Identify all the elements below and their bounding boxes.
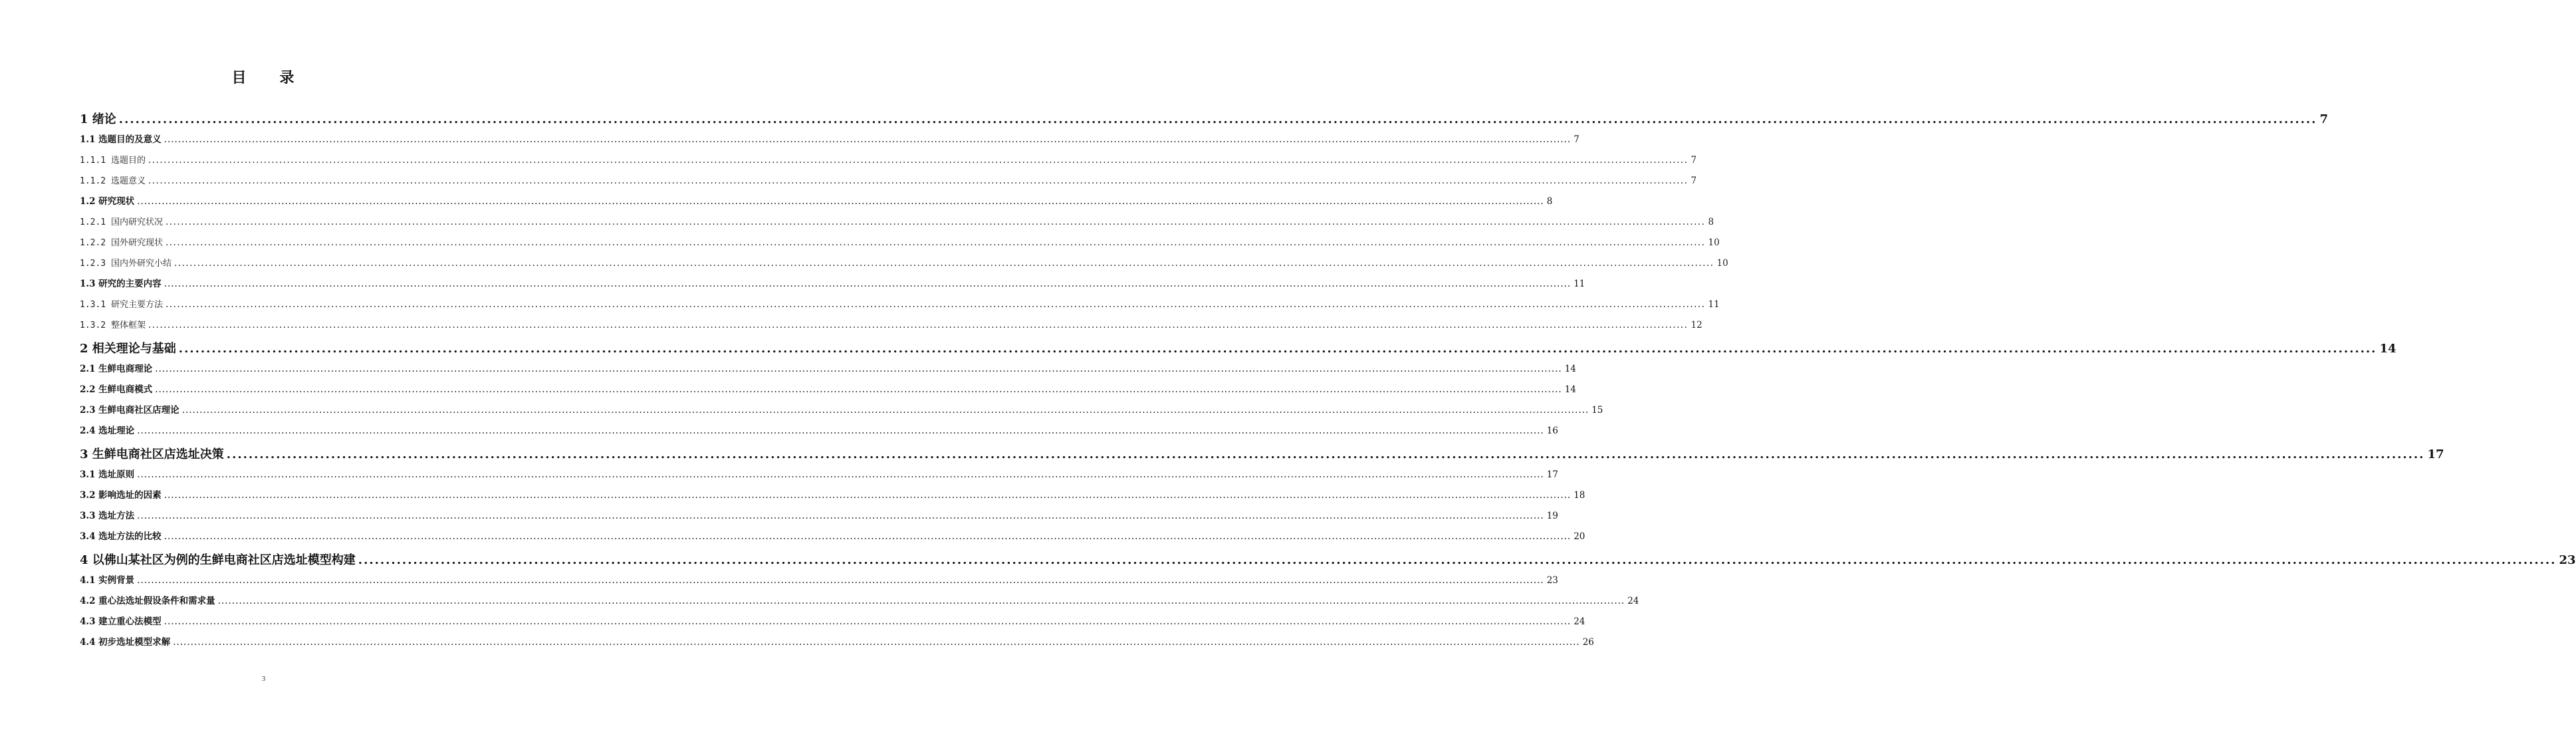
toc-entry-label: 3.1 选址原则 — [80, 469, 135, 480]
toc-entry-page-number: 16 — [1546, 426, 1558, 436]
toc-entry-level-3[interactable] — [80, 212, 1714, 233]
toc-entry-page-number: 7 — [1574, 134, 1580, 145]
dot-leader: ................................................................................................................................................................................................................................................................................................................................................................................................................ — [148, 176, 1689, 186]
toc-entry-level-2[interactable] — [80, 570, 1558, 591]
toc-title-part1: 目 — [231, 69, 248, 86]
toc-entry-label: 2.3 生鲜电商社区店理论 — [80, 405, 179, 416]
dot-leader: ................................................................................................................................................................................................................................................................................................................................................................................................................ — [181, 405, 1589, 416]
toc-entry-page-number: 7 — [1691, 155, 1697, 166]
toc-entry-level-2[interactable] — [80, 612, 1585, 632]
toc-entry-page-number: 23 — [2559, 553, 2576, 567]
toc-entry-page-number: 18 — [1574, 490, 1585, 501]
dot-leader: ................................................................................................................................................................................................................................................................................................................................................................................................................ — [178, 342, 2377, 356]
dot-leader: ................................................................................................................................................................................................................................................................................................................................................................................................................ — [164, 279, 1572, 289]
toc-entry-label: 1.1.2 选题意义 — [80, 176, 146, 186]
toc-entry-level-3[interactable] — [80, 171, 1697, 191]
dot-leader: ................................................................................................................................................................................................................................................................................................................................................................................................................ — [174, 258, 1714, 269]
toc-entry-label: 3 生鲜电商社区店选址决策 — [80, 447, 224, 461]
toc-entry-page-number: 19 — [1546, 511, 1558, 521]
toc-entry-level-3[interactable] — [80, 315, 1702, 336]
toc-entry-page-number: 12 — [1691, 320, 1702, 330]
toc-entry-page-number: 20 — [1574, 531, 1585, 542]
dot-leader: ................................................................................................................................................................................................................................................................................................................................................................................................................ — [165, 217, 1706, 227]
toc-entry-level-3[interactable] — [80, 253, 1728, 274]
toc-entry-page-number: 7 — [1691, 176, 1697, 186]
toc-entry-level-1[interactable] — [80, 444, 2444, 465]
toc-entry-level-1[interactable] — [80, 109, 2328, 130]
toc-entry-level-1[interactable] — [80, 550, 2576, 570]
toc-entry-level-3[interactable] — [80, 233, 1720, 253]
toc-entry-label: 2.1 生鲜电商理论 — [80, 364, 153, 374]
dot-leader: ................................................................................................................................................................................................................................................................................................................................................................................................................ — [164, 531, 1572, 542]
toc-entry-page-number: 26 — [1582, 637, 1594, 648]
toc-entry-label: 1.2.3 国内外研究小结 — [80, 259, 172, 269]
toc-entry-level-3[interactable] — [80, 150, 1697, 171]
dot-leader: ................................................................................................................................................................................................................................................................................................................................................................................................................ — [358, 553, 2557, 567]
toc-entry-level-2[interactable] — [80, 465, 1558, 485]
toc-entry-level-2[interactable] — [80, 359, 1576, 380]
dot-leader: ................................................................................................................................................................................................................................................................................................................................................................................................................ — [165, 237, 1706, 248]
toc-entry-level-2[interactable] — [80, 591, 1639, 612]
toc-entry-level-2[interactable] — [80, 485, 1585, 506]
dot-leader: ................................................................................................................................................................................................................................................................................................................................................................................................................ — [155, 384, 1562, 395]
toc-entry-level-2[interactable] — [80, 506, 1558, 527]
dot-leader: ................................................................................................................................................................................................................................................................................................................................................................................................................ — [165, 299, 1706, 310]
toc-entry-level-2[interactable] — [80, 274, 1585, 295]
dot-leader: ................................................................................................................................................................................................................................................................................................................................................................................................................ — [217, 596, 1625, 606]
toc-entry-label: 1.1 选题目的及意义 — [80, 134, 162, 145]
dot-leader: ................................................................................................................................................................................................................................................................................................................................................................................................................ — [137, 511, 1544, 521]
toc-entry-label: 3.2 影响选址的因素 — [80, 490, 162, 501]
dot-leader: ................................................................................................................................................................................................................................................................................................................................................................................................................ — [137, 575, 1544, 586]
dot-leader: ................................................................................................................................................................................................................................................................................................................................................................................................................ — [148, 155, 1689, 166]
toc-title-part2: 录 — [279, 69, 296, 86]
toc-entry-page-number: 17 — [1546, 469, 1558, 480]
toc-entry-page-number: 14 — [1564, 384, 1576, 395]
toc-entry-level-2[interactable] — [80, 421, 1558, 441]
dot-leader: ................................................................................................................................................................................................................................................................................................................................................................................................................ — [226, 447, 2425, 461]
dot-leader: ................................................................................................................................................................................................................................................................................................................................................................................................................ — [164, 616, 1572, 627]
toc-entry-page-number: 24 — [1627, 596, 1639, 606]
toc-entry-page-number: 15 — [1591, 405, 1603, 416]
toc-entry-level-2[interactable] — [80, 632, 1594, 653]
toc-entry-level-2[interactable] — [80, 527, 1585, 547]
toc-entry-page-number: 23 — [1546, 575, 1558, 586]
toc-entry-label: 4.4 初步选址模型求解 — [80, 637, 171, 648]
toc-entry-label: 1.1.1 选题目的 — [80, 156, 146, 166]
dot-leader: ................................................................................................................................................................................................................................................................................................................................................................................................................ — [155, 364, 1562, 374]
toc-entry-page-number: 11 — [1574, 279, 1585, 289]
toc-title — [0, 66, 527, 87]
toc-entry-label: 4.3 建立重心法模型 — [80, 616, 162, 627]
toc-entry-page-number: 10 — [1708, 237, 1720, 248]
toc-entry-label: 4.1 实例背景 — [80, 575, 135, 586]
dot-leader: ................................................................................................................................................................................................................................................................................................................................................................................................................ — [137, 469, 1544, 480]
toc-entry-page-number: 17 — [2427, 447, 2444, 461]
toc-entry-label: 1.2.2 国外研究现状 — [80, 238, 163, 248]
toc-entry-page-number: 8 — [1708, 217, 1714, 227]
toc-entry-label: 4 以佛山某社区为例的生鲜电商社区店选址模型构建 — [80, 553, 356, 567]
toc-entry-level-3[interactable] — [80, 295, 1720, 315]
dot-leader: ................................................................................................................................................................................................................................................................................................................................................................................................................ — [173, 637, 1580, 648]
toc-entry-level-2[interactable] — [80, 400, 1603, 421]
toc-entry-label: 4.2 重心法选址假设条件和需求量 — [80, 596, 215, 606]
table-of-contents — [80, 106, 2576, 653]
dot-leader: ................................................................................................................................................................................................................................................................................................................................................................................................................ — [164, 490, 1572, 501]
toc-entry-label: 1 绪论 — [80, 112, 116, 126]
toc-entry-page-number: 8 — [1546, 196, 1553, 207]
toc-entry-label: 3.3 选址方法 — [80, 511, 135, 521]
toc-entry-page-number: 7 — [2319, 112, 2328, 126]
footer-page-number: 3 — [261, 675, 266, 683]
toc-entry-page-number: 10 — [1716, 258, 1728, 269]
dot-leader: ................................................................................................................................................................................................................................................................................................................................................................................................................ — [148, 320, 1689, 330]
toc-entry-page-number: 11 — [1708, 299, 1720, 310]
toc-entry-page-number: 14 — [1564, 364, 1576, 374]
dot-leader: ................................................................................................................................................................................................................................................................................................................................................................................................................ — [137, 196, 1544, 207]
toc-entry-level-2[interactable] — [80, 130, 1580, 150]
toc-entry-label: 2.4 选址理论 — [80, 426, 135, 436]
toc-entry-label: 1.3.1 研究主要方法 — [80, 300, 163, 310]
toc-entry-label: 2.2 生鲜电商模式 — [80, 384, 153, 395]
toc-entry-label: 1.3.2 整体框架 — [80, 320, 146, 330]
toc-entry-level-2[interactable] — [80, 191, 1553, 212]
toc-entry-label: 1.2 研究现状 — [80, 196, 135, 207]
toc-entry-level-2[interactable] — [80, 380, 1576, 400]
toc-entry-level-1[interactable] — [80, 338, 2397, 359]
toc-entry-page-number: 14 — [2379, 342, 2397, 356]
toc-entry-label: 1.3 研究的主要内容 — [80, 279, 162, 289]
dot-leader: ................................................................................................................................................................................................................................................................................................................................................................................................................ — [137, 426, 1544, 436]
dot-leader: ................................................................................................................................................................................................................................................................................................................................................................................................................ — [118, 112, 2317, 126]
dot-leader: ................................................................................................................................................................................................................................................................................................................................................................................................................ — [164, 134, 1572, 145]
toc-entry-label: 1.2.1 国内研究状况 — [80, 217, 163, 227]
toc-entry-page-number: 24 — [1574, 616, 1585, 627]
toc-entry-label: 2 相关理论与基础 — [80, 342, 176, 356]
toc-entry-label: 3.4 选址方法的比较 — [80, 531, 162, 542]
